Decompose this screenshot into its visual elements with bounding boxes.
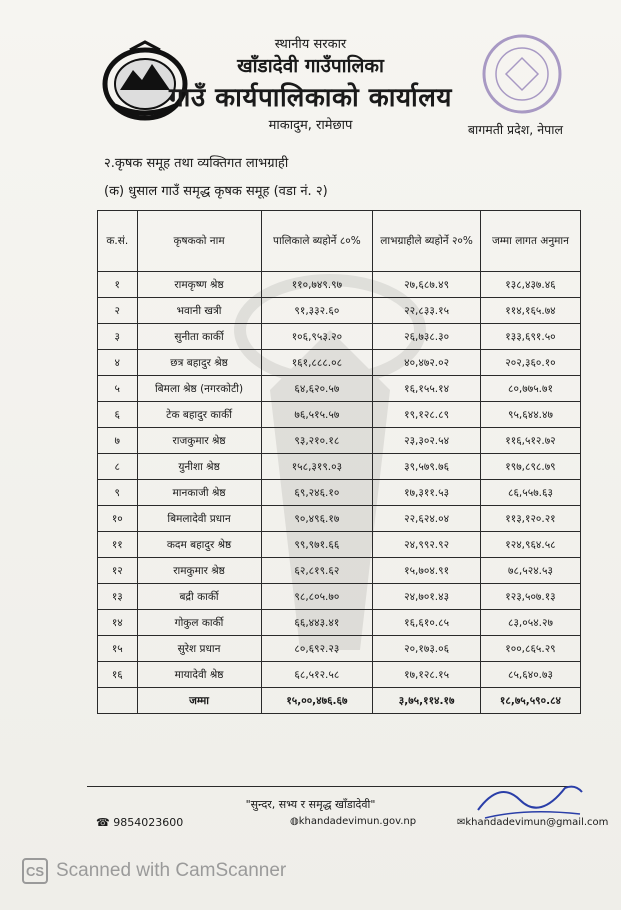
cell-sn: २ — [98, 298, 138, 324]
cell-sn: १० — [98, 506, 138, 532]
cell-sn: ९ — [98, 480, 138, 506]
cell-beneficiary-share: ४०,४७२.०२ — [373, 350, 481, 376]
cell-beneficiary-share: २७,६८७.४९ — [373, 272, 481, 298]
cell-sn: ४ — [98, 350, 138, 376]
office-address: माकादुम, रामेछाप — [268, 118, 353, 133]
cell-farmer-name: सुनीता कार्की — [137, 324, 261, 350]
cell-municipality-share: १०६,९५३.२० — [261, 324, 373, 350]
cell-total: २०२,३६०.१० — [480, 350, 580, 376]
cell-municipality-share: ६९,२४६.१० — [261, 480, 373, 506]
table-row — [98, 350, 581, 376]
cell-municipality-share: १६१,८८८.०८ — [261, 350, 373, 376]
website-text: khandadevimun.gov.np — [298, 816, 417, 827]
table-row — [98, 636, 581, 662]
cell-total: ९५,६४४.४७ — [480, 402, 580, 428]
cell-total: ८५,६४०.७३ — [480, 662, 580, 688]
section-title: २.कृषक समूह तथा व्यक्तिगत लाभग्राही — [104, 156, 289, 171]
table-row — [98, 610, 581, 636]
cell-sn: १६ — [98, 662, 138, 688]
municipality-name: खाँडादेवी गाउँपालिका — [237, 55, 384, 77]
cell-municipality-share: ९९,९७१.६६ — [261, 532, 373, 558]
table-row — [98, 506, 581, 532]
cell-sn: ३ — [98, 324, 138, 350]
table-row — [98, 402, 581, 428]
cell-beneficiary-share: २०,१७३.०६ — [373, 636, 481, 662]
cell-municipality-share: ६२,८१९.६२ — [261, 558, 373, 584]
mail-icon: ✉ — [457, 817, 466, 828]
cell-beneficiary-share: १६,६१०.८५ — [373, 610, 481, 636]
globe-icon: ◍ — [290, 816, 299, 827]
cell-beneficiary-share: १७,३११.५३ — [373, 480, 481, 506]
cell-total: ८६,५५७.६३ — [480, 480, 580, 506]
cell-municipality-share: ८०,६९२.२३ — [261, 636, 373, 662]
cell-farmer-name: राजकुमार श्रेष्ठ — [137, 428, 261, 454]
cell-total: ७८,५२४.५३ — [480, 558, 580, 584]
table-row — [98, 558, 581, 584]
cell-sn: १३ — [98, 584, 138, 610]
table-total-row — [98, 688, 581, 714]
cell-sn: ५ — [98, 376, 138, 402]
email-text: khandadevimun@gmail.com — [465, 817, 609, 828]
cell-farmer-name: सुरेश प्रधान — [137, 636, 261, 662]
cell-farmer-name: युनीशा श्रेष्ठ — [137, 454, 261, 480]
cell-sn: १२ — [98, 558, 138, 584]
section-subtitle: (क) धुसाल गाउँ समृद्ध कृषक समूह (वडा नं. २) — [104, 184, 328, 199]
cell-farmer-name: रामकुमार श्रेष्ठ — [137, 558, 261, 584]
cell-beneficiary-share: १९,१२८.८९ — [373, 402, 481, 428]
cell-sn: १ — [98, 272, 138, 298]
cell-beneficiary-share: २२,६२४.०४ — [373, 506, 481, 532]
table-row — [98, 662, 581, 688]
cell-farmer-name: बद्री कार्की — [137, 584, 261, 610]
table-row — [98, 428, 581, 454]
table-header-row — [98, 211, 581, 272]
cell-beneficiary-share: २४,९९२.९२ — [373, 532, 481, 558]
province-label: बागमती प्रदेश, नेपाल — [467, 122, 563, 137]
table-row — [98, 376, 581, 402]
table-row — [98, 532, 581, 558]
header-sn: क.सं. — [98, 211, 138, 272]
cell-beneficiary-share: १६,१५५.१४ — [373, 376, 481, 402]
camscanner-text: Scanned with CamScanner — [56, 860, 287, 881]
cell-sn: ६ — [98, 402, 138, 428]
table-row — [98, 584, 581, 610]
cell-farmer-name: मायादेवी श्रेष्ठ — [137, 662, 261, 688]
signature-stamp — [470, 770, 590, 825]
beneficiary-table — [97, 210, 581, 714]
footer-motto: "सुन्दर, सभ्य र समृद्ध खाँडादेवी" — [245, 798, 376, 811]
cell-total: १३८,४३७.४६ — [480, 272, 580, 298]
table-row — [98, 298, 581, 324]
camscanner-watermark — [22, 858, 286, 884]
cell-farmer-name: भवानी खत्री — [137, 298, 261, 324]
cell-total: ८०,७७५.७१ — [480, 376, 580, 402]
table-row — [98, 454, 581, 480]
cell-beneficiary-share: २४,७०१.४३ — [373, 584, 481, 610]
table-row — [98, 324, 581, 350]
cell-total-beneficiary: ३,७५,११४.१७ — [373, 688, 481, 714]
footer-website — [290, 816, 416, 827]
cell-total-municipality: १५,००,४७६.६७ — [261, 688, 373, 714]
camscanner-logo-icon: CS — [22, 858, 48, 884]
cell-total: ११३,१२०.२१ — [480, 506, 580, 532]
cell-beneficiary-share: १७,१२८.१५ — [373, 662, 481, 688]
cell-total: ११६,५१२.७२ — [480, 428, 580, 454]
cell-municipality-share: ९३,२१०.१८ — [261, 428, 373, 454]
table-row — [98, 272, 581, 298]
cell-municipality-share: १५८,३१९.०३ — [261, 454, 373, 480]
cell-municipality-share: ६६,४४३.४१ — [261, 610, 373, 636]
header-total-estimate: जम्मा लागत अनुमान — [480, 211, 580, 272]
cell-farmer-name: मानकाजी श्रेष्ठ — [137, 480, 261, 506]
cell-total-label: जम्मा — [137, 688, 261, 714]
cell-municipality-share: ६४,६२०.५७ — [261, 376, 373, 402]
cell-sn: ८ — [98, 454, 138, 480]
cell-farmer-name: टेक बहादुर कार्की — [137, 402, 261, 428]
cell-total: १९७,८९८.७९ — [480, 454, 580, 480]
cell-beneficiary-share: १५,७०४.९१ — [373, 558, 481, 584]
cell-total: ११४,१६५.७४ — [480, 298, 580, 324]
cell-sn: १५ — [98, 636, 138, 662]
cell-sn: ११ — [98, 532, 138, 558]
cell-total: १३३,६९१.५० — [480, 324, 580, 350]
cell-municipality-share: ९८,८०५.७० — [261, 584, 373, 610]
cell-total: १००,८६५.२९ — [480, 636, 580, 662]
office-title: गाउँ कार्यपालिकाको कार्यालय — [169, 83, 452, 113]
table-row — [98, 480, 581, 506]
cell-beneficiary-share: २२,८३३.१५ — [373, 298, 481, 324]
cell-sn: ७ — [98, 428, 138, 454]
cell-total: १२३,५०७.१३ — [480, 584, 580, 610]
cell-beneficiary-share: २३,३०२.५४ — [373, 428, 481, 454]
footer-phone — [96, 816, 183, 829]
cell-farmer-name: रामकृष्ण श्रेष्ठ — [137, 272, 261, 298]
cell-total-empty — [98, 688, 138, 714]
cell-total: ८३,०५४.२७ — [480, 610, 580, 636]
cell-beneficiary-share: ३९,५७९.७६ — [373, 454, 481, 480]
phone-icon: ☎ — [96, 816, 110, 829]
cell-municipality-share: ९१,३३२.६० — [261, 298, 373, 324]
cell-farmer-name: बिमला श्रेष्ठ (नगरकोटी) — [137, 376, 261, 402]
cell-beneficiary-share: २६,७३८.३० — [373, 324, 481, 350]
cell-municipality-share: ७६,५१५.५७ — [261, 402, 373, 428]
cell-farmer-name: गोकुल कार्की — [137, 610, 261, 636]
cell-farmer-name: कदम बहादुर श्रेष्ठ — [137, 532, 261, 558]
cell-total: १२४,९६४.५८ — [480, 532, 580, 558]
phone-number: 9854023600 — [113, 816, 184, 829]
cell-farmer-name: छत्र बहादुर श्रेष्ठ — [137, 350, 261, 376]
cell-municipality-share: ९०,४९६.१७ — [261, 506, 373, 532]
cell-municipality-share: ११०,७४९.९७ — [261, 272, 373, 298]
cell-municipality-share: ६८,५१२.५८ — [261, 662, 373, 688]
header-line-1: स्थानीय सरकार — [274, 37, 347, 52]
cell-total-grand: १८,७५,५९०.८४ — [480, 688, 580, 714]
header-municipality-share: पालिकाले ब्यहोर्ने ८०% — [261, 211, 373, 272]
cell-farmer-name: बिमलादेवी प्रधान — [137, 506, 261, 532]
header-beneficiary-share: लाभग्राहीले ब्यहोर्ने २०% — [373, 211, 481, 272]
cell-sn: १४ — [98, 610, 138, 636]
header-name: कृषकको नाम — [137, 211, 261, 272]
